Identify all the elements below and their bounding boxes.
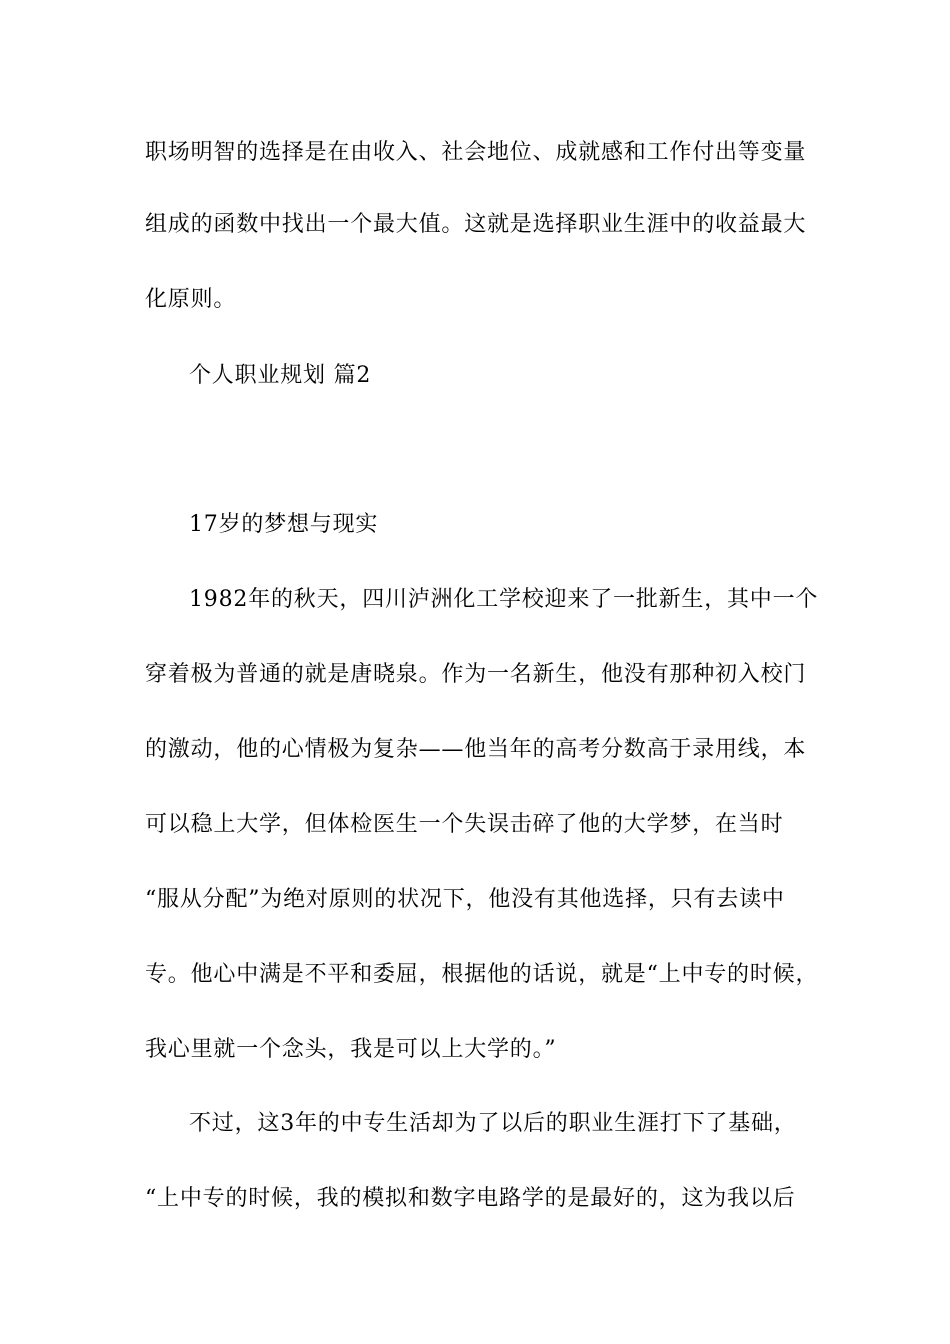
article-title: 17岁的梦想与现实 <box>189 512 379 537</box>
paragraph-line: 可以稳上大学，但体检医生一个失误击碎了他的大学梦，在当时 <box>145 812 784 837</box>
paragraph-line: 职场明智的选择是在由收入、社会地位、成就感和工作付出等变量 <box>145 140 807 165</box>
paragraph-line: 我心里就一个念头，我是可以上大学的。” <box>145 1037 557 1062</box>
paragraph-line: 穿着极为普通的就是唐晓泉。作为一名新生，他没有那种初入校门 <box>145 662 807 687</box>
paragraph-line: 1982年的秋天，四川泸洲化工学校迎来了一批新生，其中一个 <box>189 587 819 612</box>
paragraph-line: 组成的函数中找出一个最大值。这就是选择职业生涯中的收益最大 <box>145 212 807 237</box>
paragraph-line: “服从分配”为绝对原则的状况下，他没有其他选择，只有去读中 <box>145 887 785 912</box>
paragraph-line: 专。他心中满是不平和委屈，根据他的话说，就是“上中专的时候， <box>145 962 819 987</box>
paragraph-line: 化原则。 <box>145 287 237 312</box>
paragraph-line: 不过，这3年的中专生活却为了以后的职业生涯打下了基础， <box>189 1111 797 1136</box>
section-heading: 个人职业规划 篇2 <box>189 363 372 388</box>
paragraph-line: “上中专的时候，我的模拟和数字电路学的是最好的，这为我以后 <box>145 1186 796 1211</box>
paragraph-line: 的激动，他的心情极为复杂——他当年的高考分数高于录用线，本 <box>145 737 807 762</box>
